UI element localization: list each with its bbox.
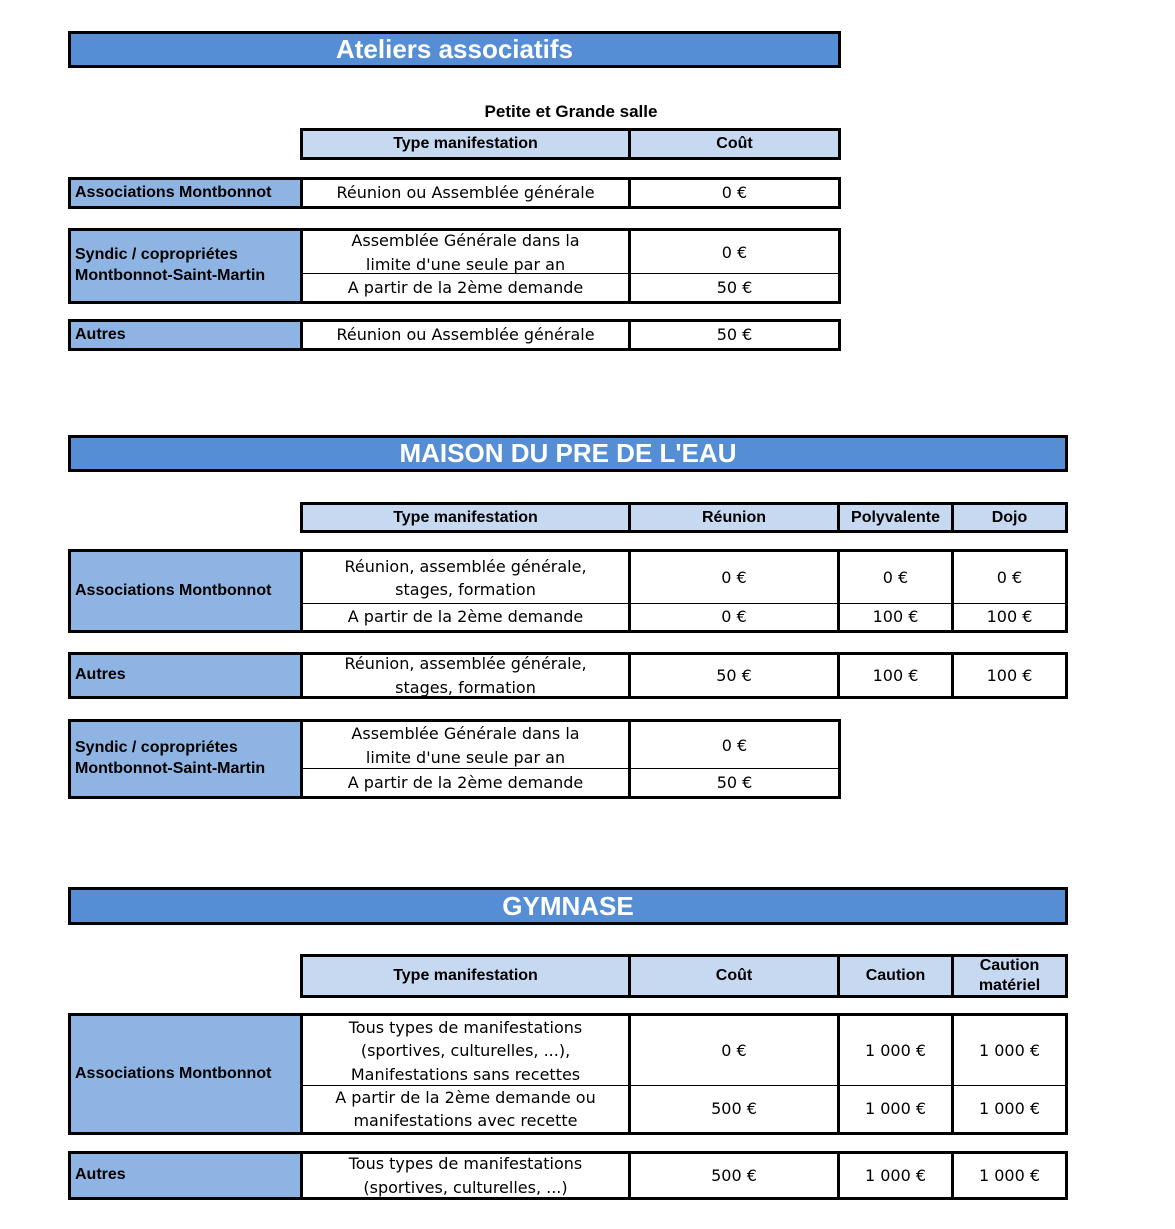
cell-type-line: A partir de la 2ème demande ou (335, 1087, 596, 1107)
cell-reunion: 50 € (631, 652, 840, 699)
header-type-manifestation: Type manifestation (300, 502, 631, 533)
cell-type-line: Tous types de manifestations (348, 1018, 583, 1038)
category-autres: Autres (68, 652, 303, 699)
cell-reunion: 0 € (631, 549, 840, 604)
section-title-maison (68, 435, 1068, 472)
category-autres: Autres (68, 319, 303, 351)
category-syndic: Syndic / copropriétes Montbonnot-Saint-Martin (68, 228, 303, 304)
header-reunion: Réunion (631, 502, 840, 533)
cell-type (303, 1151, 631, 1200)
cell-type: Assemblée Générale dans la limite d'une seule par an (303, 719, 631, 769)
header-caution: Caution (840, 954, 954, 998)
cell-reunion: 0 € (631, 719, 841, 769)
cell-cout: 50 € (631, 273, 841, 304)
header-polyvalente: Polyvalente (840, 502, 954, 533)
cell-caution-materiel: 1 000 € (954, 1151, 1068, 1200)
cell-reunion: 50 € (631, 768, 841, 799)
header-cout: Coût (631, 128, 841, 160)
cell-dojo: 0 € (954, 549, 1068, 604)
subtitle-petite-grande-salle: Petite et Grande salle (484, 102, 658, 121)
category-associations-montbonnot: Associations Montbonnot (68, 177, 303, 209)
category-syndic: Syndic / copropriétes Montbonnot-Saint-Martin (68, 719, 303, 799)
cell-caution: 1 000 € (840, 1085, 954, 1135)
header-type-manifestation: Type manifestation (300, 954, 631, 998)
cell-cout: 0 € (631, 228, 841, 274)
section-title-gymnase (68, 887, 1068, 925)
cell-polyvalente: 100 € (840, 652, 954, 699)
header-caution-materiel: Caution matériel (954, 954, 1068, 998)
cell-cout: 500 € (631, 1151, 840, 1200)
cell-cout: 0 € (631, 1013, 840, 1086)
cell-type: Réunion ou Assemblée générale (303, 319, 631, 351)
section-title-ateliers (68, 31, 841, 68)
cell-type-line: Tous types de manifestations (348, 1154, 583, 1174)
cell-caution-materiel: 1 000 € (954, 1085, 1068, 1135)
header-type-manifestation: Type manifestation (300, 128, 631, 160)
cell-type (303, 1085, 631, 1135)
cell-type-line: (sportives, culturelles, ...) (363, 1177, 568, 1197)
cell-polyvalente: 0 € (840, 549, 954, 604)
cell-type: A partir de la 2ème demande (303, 603, 631, 633)
category-associations-montbonnot: Associations Montbonnot (68, 549, 303, 633)
cell-type-line: Manifestations sans recettes (350, 1064, 581, 1084)
cell-caution: 1 000 € (840, 1151, 954, 1200)
cell-reunion: 0 € (631, 603, 840, 633)
section-title-gymnase-text: GYMNASE (502, 890, 634, 921)
category-associations-montbonnot: Associations Montbonnot (68, 1013, 303, 1135)
cell-type: Réunion, assemblée générale, stages, formation (303, 549, 631, 604)
category-autres: Autres (68, 1151, 303, 1200)
section-title-ateliers-text: Ateliers associatifs (335, 34, 573, 64)
cell-type: A partir de la 2ème demande (303, 768, 631, 799)
cell-type-line: manifestations avec recette (353, 1111, 578, 1130)
cell-caution: 1 000 € (840, 1013, 954, 1086)
cell-cout: 0 € (631, 177, 841, 209)
cell-type: Réunion ou Assemblée générale (303, 177, 631, 209)
cell-type: Réunion, assemblée générale, stages, formation (303, 652, 631, 699)
cell-type: A partir de la 2ème demande (303, 273, 631, 304)
cell-type (303, 1013, 631, 1086)
cell-cout: 500 € (631, 1085, 840, 1135)
cell-dojo: 100 € (954, 652, 1068, 699)
header-dojo: Dojo (954, 502, 1068, 533)
cell-caution-materiel: 1 000 € (954, 1013, 1068, 1086)
cell-polyvalente: 100 € (840, 603, 954, 633)
header-cout: Coût (631, 954, 840, 998)
cell-type-line: (sportives, culturelles, ...), (360, 1041, 571, 1061)
section-title-maison-text: MAISON DU PRE DE L'EAU (399, 438, 737, 468)
cell-cout: 50 € (631, 319, 841, 351)
cell-type: Assemblée Générale dans la limite d'une seule par an (303, 228, 631, 274)
cell-dojo: 100 € (954, 603, 1068, 633)
